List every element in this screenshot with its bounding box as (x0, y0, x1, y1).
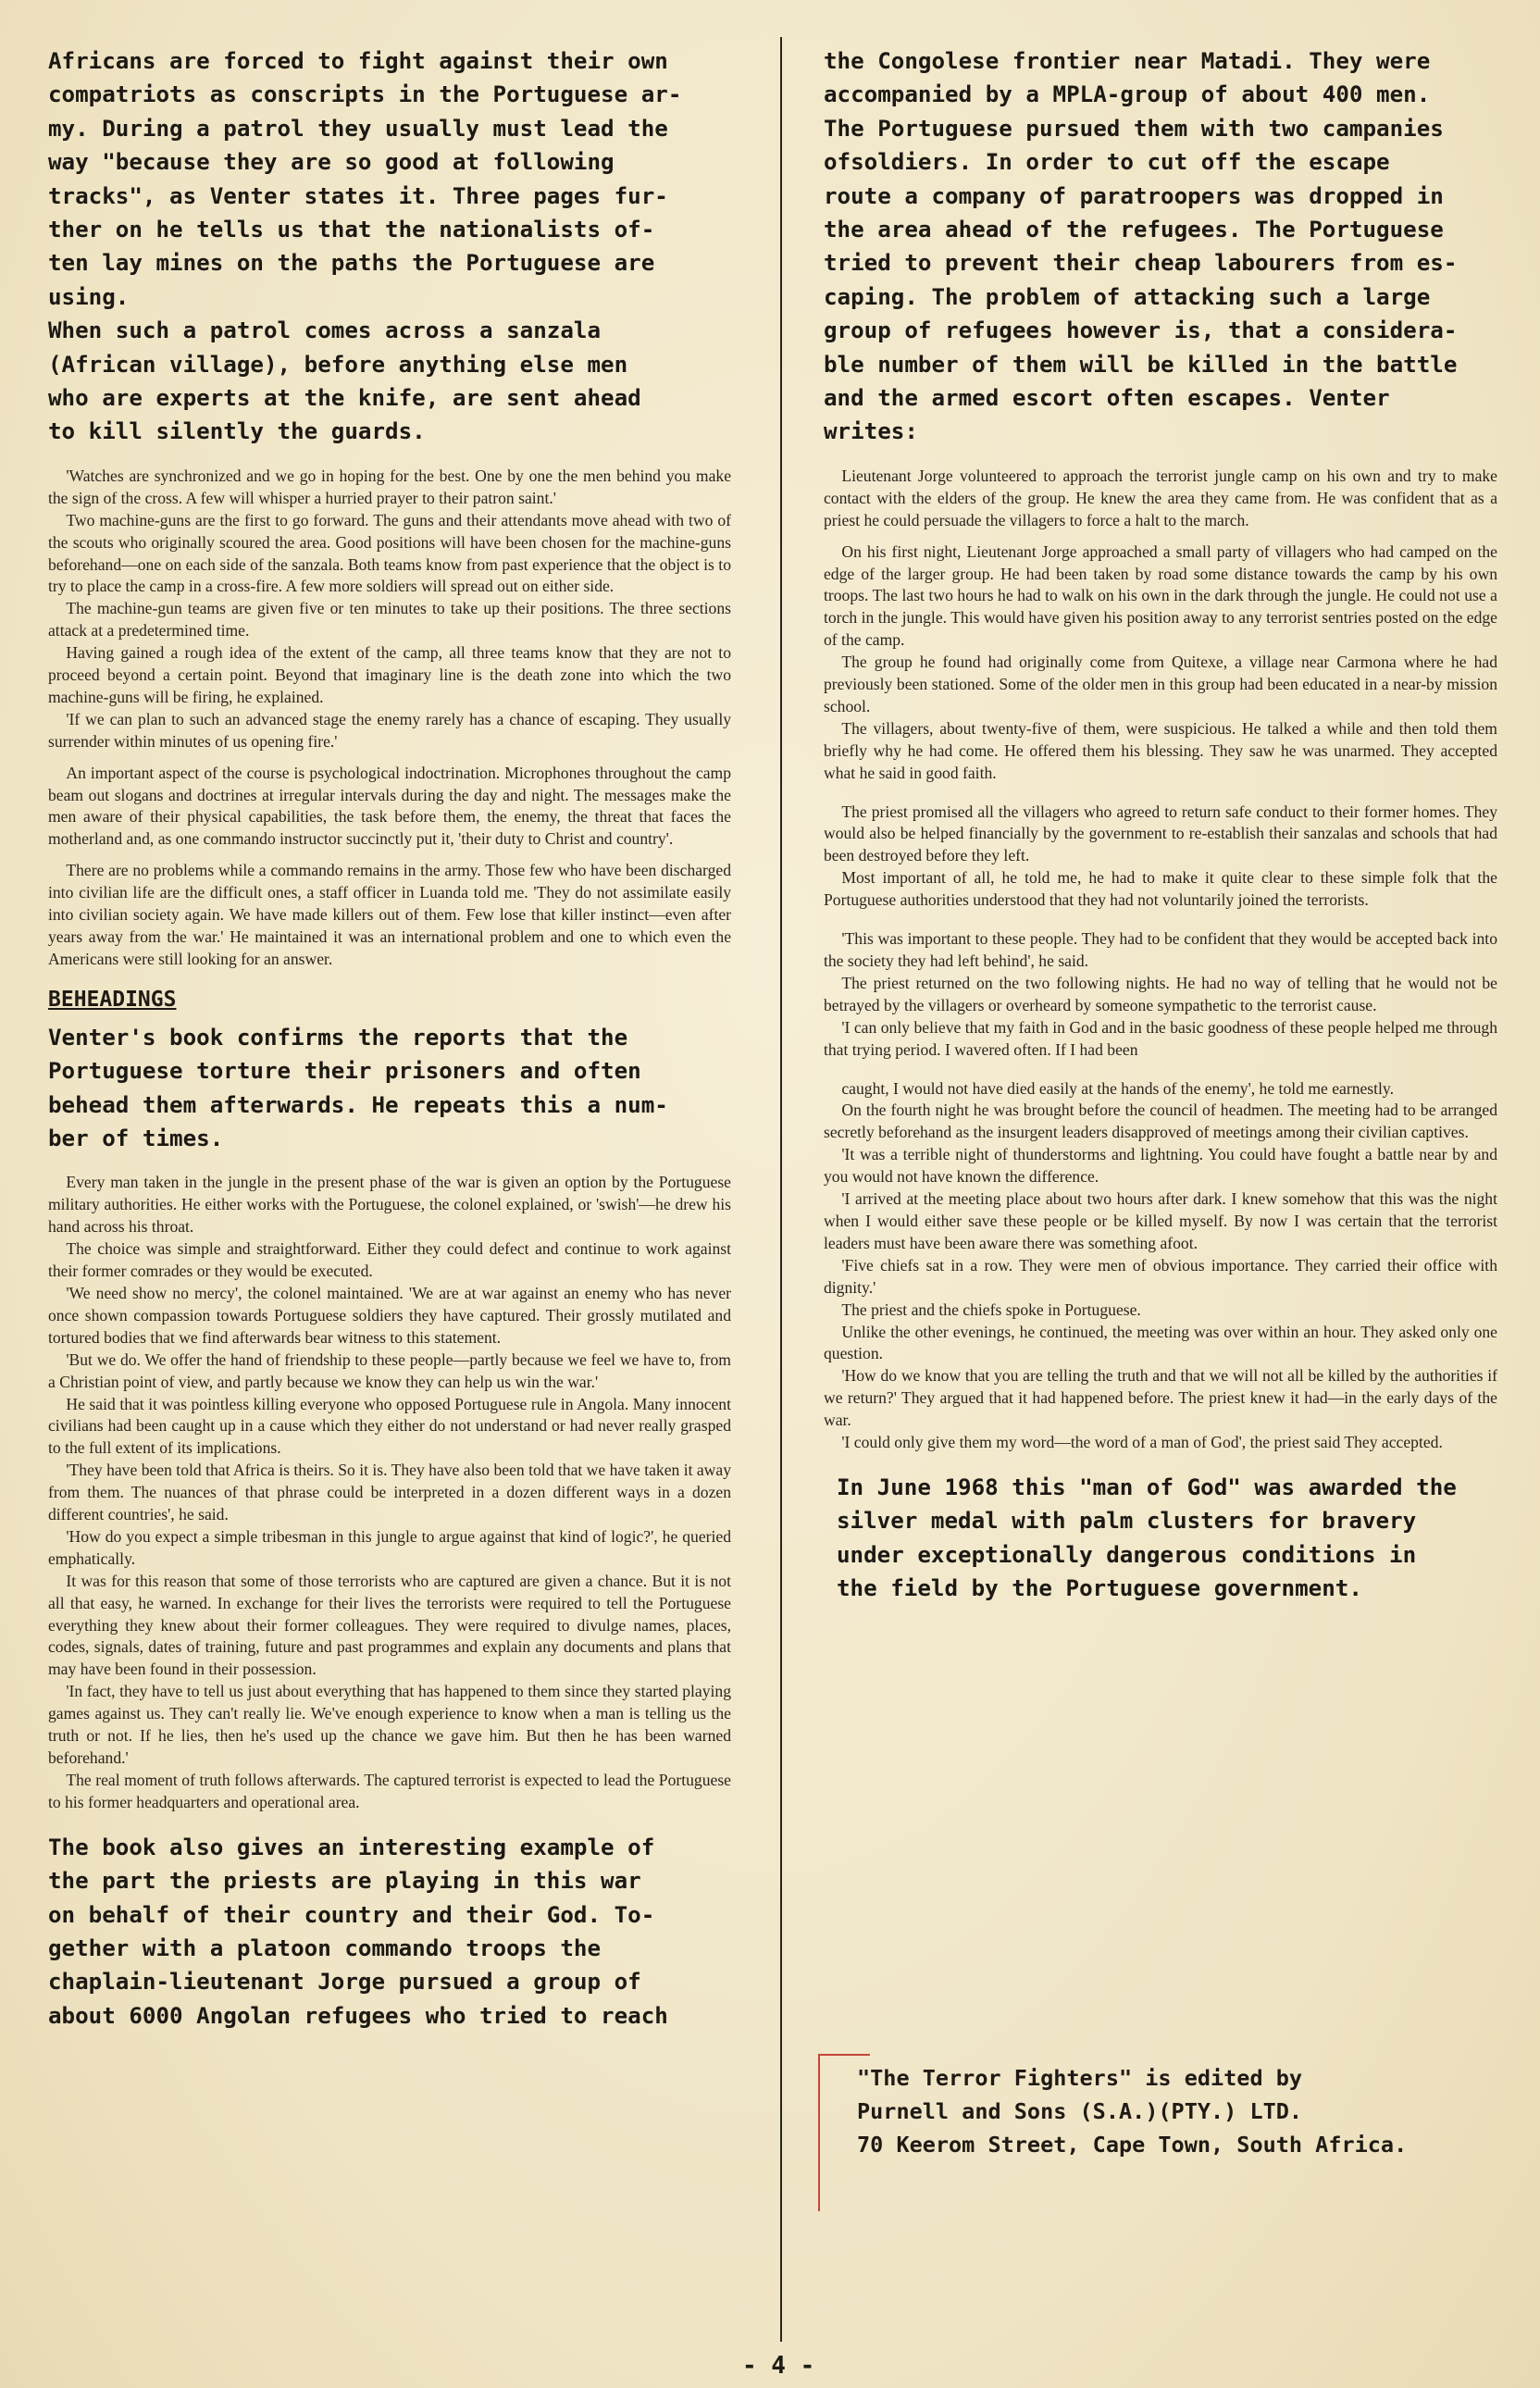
quote-paragraph: The priest promised all the villagers who agreed to return safe conduct to their former homes. They would also be helped financially by the government to re-establish their sanzalas and schools that had been destroyed before they left. (824, 802, 1497, 865)
quote-paragraph: There are no problems while a commando remains in the army. Those few who have been discharged into civilian life are the difficult ones, a staff officer in Luanda told me. 'They do not assimilate easily into civilian society again. We have made killers out of them. Few lose that killer instinct—even after years away from the war.' He maintained it was an international problem and one to which even the Americans were still looking for an answer. (48, 861, 731, 968)
quote-block-6 (824, 541, 1497, 785)
red-margin-mark-top (818, 2054, 870, 2056)
quote-paragraph: Every man taken in the jungle in the present phase of the war is given an option by the Portuguese military authorities. He either works with the Portuguese, the colonel explained, or 'swish'—he drew his hand across his throat. (48, 1173, 731, 1237)
right-column (824, 44, 1497, 1606)
quote-paragraph: The priest returned on the two following nights. He had no way of telling that he would not be betrayed by the villagers or overheard by someone sympathetic to the terrorist cause. (824, 973, 1497, 1014)
quote-paragraph: 'Five chiefs sat in a row. They were men of obvious importance. They carried their office with dignity.' (824, 1255, 1497, 1297)
quote-paragraph: 'They have been told that Africa is theirs. So it is. They have also been told that we have taken it away from them. The nuances of that phrase could be interpreted in a dozen different ways in a dozen different countries', he said. (48, 1461, 731, 1524)
quote-paragraph: 'I could only give them my word—the word of a man of God', the priest said They accepted. (841, 1433, 1443, 1452)
quote-paragraph: Lieutenant Jorge volunteered to approach the terrorist jungle camp on his own and try to make contact with the elders of the group. He knew the area they came from. He was confident that as a priest he could persuade the villagers to force a halt to the march. (824, 466, 1497, 529)
quote-paragraph: The priest and the chiefs spoke in Portuguese. (841, 1300, 1141, 1319)
quote-paragraph: Two machine-guns are the first to go forward. The guns and their attendants move ahead with two of the scouts who originally scoured the area. Good positions will have been chosen for the machine-guns beforehand—one on each side of the sanzala. Both teams know from past experience that the object is to try to place the camp in a cross-fire. A few more soldiers will spread out on either side. (48, 510, 731, 596)
column-divider (780, 37, 782, 2342)
quote-paragraph: 'I can only believe that my faith in God and in the basic goodness of these people helped me through that trying period. I wavered often. If I had been (824, 1017, 1497, 1059)
quote-paragraph: On the fourth night he was brought before the council of headmen. The meeting had to be arranged secretly beforehand as the insurgent leaders disapproved of meetings among their civilian captives. (824, 1101, 1497, 1142)
quote-paragraph: 'But we do. We offer the hand of friendship to these people—partly because we feel we have to, from a Christian point of view, and partly because we know they can help us win the war.' (48, 1349, 731, 1391)
quote-paragraph: 'If we can plan to such an advanced stage the enemy rarely has a chance of escaping. They usually surrender within minutes of us opening fire.' (48, 709, 731, 751)
quote-paragraph: The machine-gun teams are given five or ten minutes to take up their positions. The three sections attack at a predetermined time. (48, 599, 731, 641)
quote-paragraph: 'How do we know that you are telling the truth and that we will not all be killed by the authorities if we return?' They argued that it had happened before. The priest knew it had—in the early days of the war. (824, 1366, 1497, 1430)
red-margin-mark (818, 2054, 820, 2211)
quote-paragraph: 'We need show no mercy', the colonel maintained. 'We are at war against an enemy who has never once shown compassion towards Portuguese soldiers they have captured. Their grossly mutilated and tortured bodies that we find afterwards bear witness to this statement. (48, 1283, 731, 1347)
quote-paragraph: 'In fact, they have to tell us just about everything that has happened to them since they started playing games against us. They can't really lie. We've enough experience to know when a man is telling us the truth or not. If he lies, then he's used up the chance we gave him. But then he has been warned beforehand.' (48, 1682, 731, 1767)
quote-block-7 (824, 802, 1497, 913)
quote-paragraph: The villagers, about twenty-five of them, were suspicious. He talked a while and then told them briefly why he had come. He offered them his blessing. They saw he was unarmed. They accepted what he said in good faith. (824, 718, 1497, 782)
quote-block-1 (48, 466, 731, 753)
quote-paragraph: The real moment of truth follows afterwards. The captured terrorist is expected to lead the Portuguese to his former headquarters and operational area. (48, 1770, 731, 1811)
quote-paragraph: He said that it was pointless killing everyone who opposed Portuguese rule in Angola. Many innocent civilians had been caught up in a cause which they either do not understand or had never really grasped to the full extent of its implications. (48, 1394, 731, 1458)
quote-paragraph: Unlike the other evenings, he continued, the meeting was over within an hour. They asked only one question. (824, 1322, 1497, 1363)
typed-paragraph-2: Venter's book confirms the reports that the Portuguese torture their prisoners and often behead them afterwards. He repeats this a num- ber of times. (48, 1024, 668, 1152)
quote-paragraph: 'It was a terrible night of thunderstorms and lightning. You could have fought a battle near by and you would not have known the difference. (824, 1145, 1497, 1187)
quote-paragraph: An important aspect of the course is psychological indoctrination. Microphones throughout the camp beam out slogans and doctrines at irregular intervals during the day and night. The messages make the men aware of their physical capabilities, the task before them, the enemy, the threat that faces the motherland and, as one commando instructor succinctly put it, 'their duty to Christ and country'. (48, 763, 731, 849)
editor-credit (818, 2041, 1503, 2213)
quote-paragraph: 'I arrived at the meeting place about two hours after dark. I knew somehow that this was the night when I would either save these people or be killed myself. By now I was certain that the terrorist leaders must have been aware there was something afoot. (824, 1189, 1497, 1252)
quote-paragraph: 'This was important to these people. They had to be confident that they would be accepted back into the society they had left behind', he said. (824, 929, 1497, 970)
quote-paragraph: The choice was simple and straightforward. Either they could defect and continue to work against their former comrades or they would be executed. (48, 1239, 731, 1281)
page-number: - 4 - (742, 2352, 815, 2380)
quote-block-4 (48, 1172, 731, 1813)
quote-block-2 (48, 763, 731, 852)
credit-text: "The Terror Fighters" is edited by Purnell and Sons (S.A.)(PTY.) LTD. 70 Keerom Street, Cape Town, South Africa. (857, 2065, 1408, 2158)
quote-block-9 (824, 1078, 1497, 1454)
typed-paragraph-3: The book also gives an interesting example of the part the priests are playing in this war on behalf of their country and their God. To- gether with a platoon commando troops the chaplain-lieutenant Jorge pursued a group of about 6000 Angolan refugees who tried to reach (48, 1834, 668, 2029)
typed-paragraph-5: In June 1968 this "man of God" was awarded the silver medal with palm clusters for bravery under exceptionally dangerous conditions in the field by the Portuguese government. (837, 1474, 1457, 1602)
quote-block-5 (824, 466, 1497, 532)
quote-block-3 (48, 860, 731, 971)
quote-paragraph: It was for this reason that some of those terrorists who are captured are given a chance. But it is not all that easy, he warned. In exchange for their lives the terrorists were required to tell the Portuguese everything they knew about their former colleagues. They were required to divulge names, places, codes, signals, dates of training, future and past programmes and explain any documents and plans that may have been found in their possession. (48, 1571, 731, 1679)
typed-paragraph-1: Africans are forced to fight against their own compatriots as conscripts in the Portuguese ar- my. During a patrol they usually must lead the way "because they are so good at following tracks", as Venter states it. Three pages fur- ther on he tells us that the nationalists of- ten lay mines on the paths the Portuguese are using. When such a patrol comes across a sanzala (African village), before anything else men who are experts at the knife, are sent ahead to kill silently the guards. (48, 48, 682, 445)
quote-paragraph: 'How do you expect a simple tribesman in this jungle to argue against that kind of logic?', he queried emphatically. (48, 1526, 731, 1568)
quote-paragraph: Most important of all, he told me, he had to make it quite clear to these simple folk that the Portuguese authorities understood that they had not voluntarily joined the terrorists. (824, 868, 1497, 910)
quote-paragraph: caught, I would not have died easily at the hands of the enemy', he told me earnestly. (841, 1078, 1394, 1098)
quote-paragraph: The group he found had originally come from Quitexe, a village near Carmona where he had previously been stationed. Some of the older men in this group had been educated in a near-by mission school. (824, 653, 1497, 715)
quote-paragraph: On his first night, Lieutenant Jorge approached a small party of villagers who had camped on the edge of the larger group. He had been taken by road some distance towards the camp by his own troops. The last two hours he had to walk on his own in the dark through the jungle. He could not use a torch in the jungle. This would have given his position away to any terrorist sentries posted on the edge of the camp. (824, 541, 1497, 650)
quote-block-8 (824, 928, 1497, 1061)
quote-paragraph: Having gained a rough idea of the extent of the camp, all three teams know that they are not to proceed beyond a certain point. Beyond that imaginary line is the death zone into which the two machine-guns will be firing, he explained. (48, 643, 731, 706)
quote-paragraph: 'Watches are synchronized and we go in hoping for the best. One by one the men behind you make the sign of the cross. A few will whisper a hurried prayer to their patron saint.' (48, 466, 731, 507)
section-heading: BEHEADINGS (48, 987, 177, 1012)
left-column (48, 44, 731, 2033)
typed-paragraph-4: the Congolese frontier near Matadi. They were accompanied by a MPLA-group of about 400 men. The Portuguese pursued them with two campanies ofsoldiers. In order to cut off the escape route a company of paratroopers was dropped in the area ahead of the refugees. The Portuguese tried to prevent their cheap labourers from es- caping. The problem of attacking such a large group of refugees however is, that a considera- ble number of them will be killed in the battle and the armed escort often escapes. Venter writes: (824, 48, 1458, 445)
